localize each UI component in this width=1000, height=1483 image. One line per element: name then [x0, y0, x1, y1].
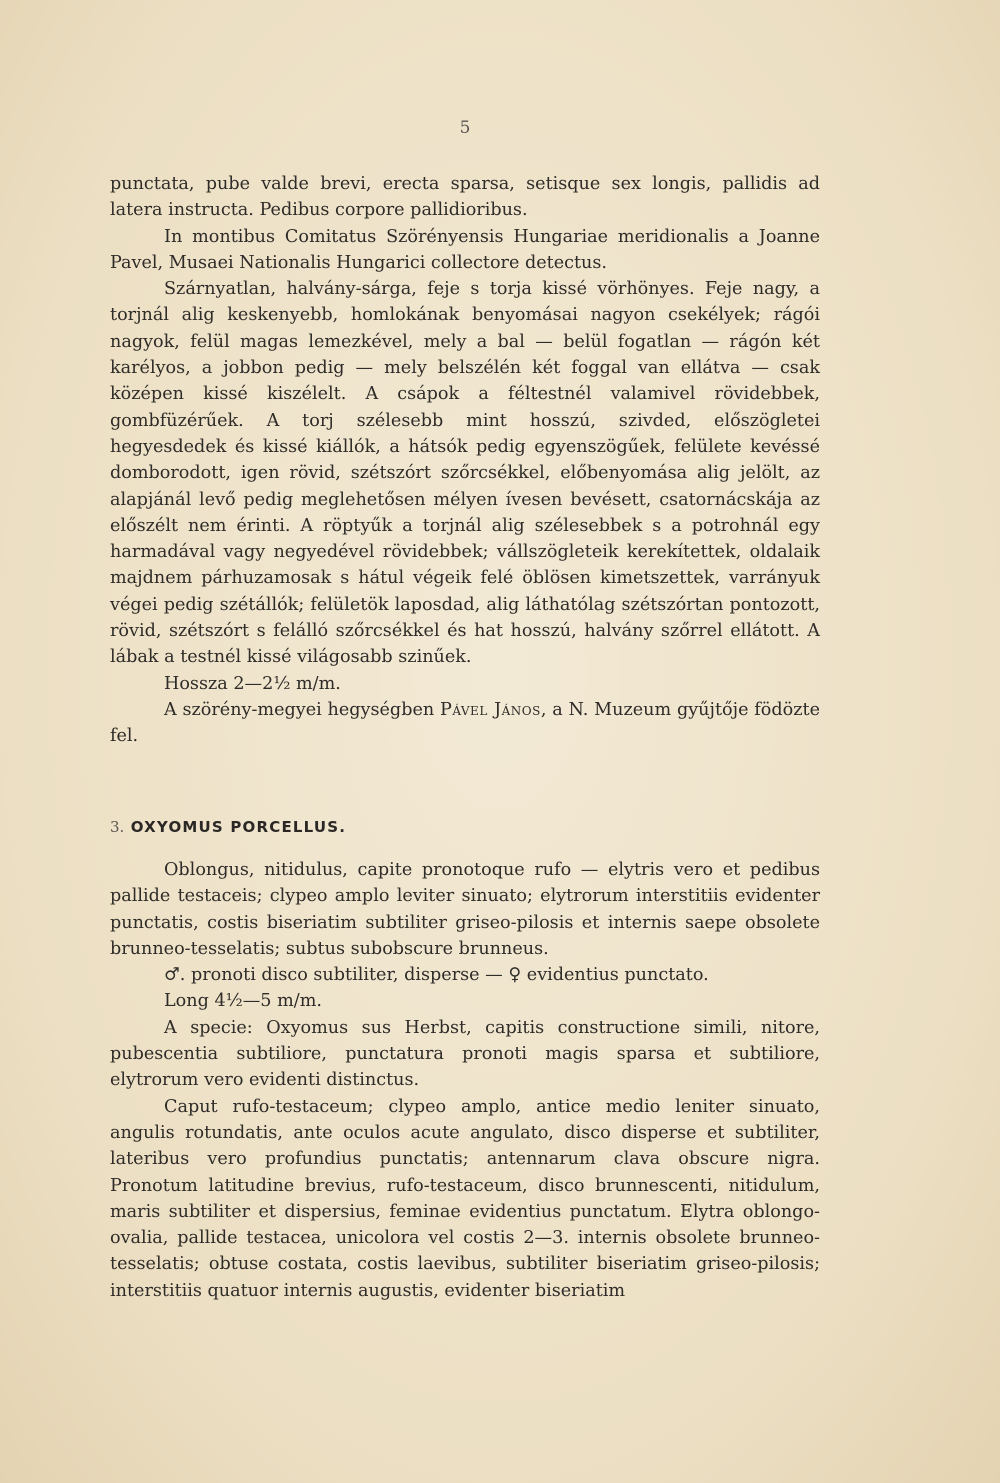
length-line: Long 4½—5 m/m. [164, 991, 322, 1012]
collector-name: Pável János [439, 699, 541, 720]
latin-locality-paragraph: In montibus Comitatus Szörényensis Hungariae meridionalis a Joanne Pavel, Musaei Nationalis Hungarici collectore detectus. [110, 226, 820, 273]
sex-differences-line: ♂. pronoti disco subtiliter, disperse — ♀ evidentius punctato. [164, 965, 709, 986]
hungarian-locality-paragraph [110, 697, 820, 750]
page-number: 5 [459, 118, 471, 138]
latin-description-end: punctata, pube valde brevi, erecta sparsa, setisque sex longis, pallidis ad latera instructa. Pedibus corpore pallidioribus. [110, 174, 820, 221]
species-description-block [110, 857, 820, 1304]
species-number: 3. [110, 818, 125, 836]
hungarian-description-paragraph: Szárnyatlan, halvány-sárga, feje s torja kissé vörhönyes. Feje nagy, a torjnál alig keskenyebb, homlokának benyomásai nagyon csekélyek; rágói nagyok, felül magas lemezkével, mely a bal — belül fogatlan — rágón két karélyos, a jobbon pedig — mely belszélén két foggal van ellátva — csak középen kissé kiszélelt. A csápok a féltestnél valamivel rövidebbek, gombfüzérűek. A torj szélesebb mint hosszú, szivded, előszögletei hegyesdedek és kissé kiállók, a hátsók pedig egyenszögűek, felülete kevéssé domborodott, igen rövid, szétszórt szőrcsékkel, előbenyomása alig jelölt, az alapjánál levő pedig meglehetősen mélyen ívesen bevésett, csatornácskája az előszélt nem érinti. A röptyűk a torjnál alig szélesebbek s a potrohnál egy harmadával vagy negyedével rövidebbek; vállszögleteik kerekítettek, oldalaik majdnem párhuzamosak s hátul végeik felé öblösen kimetszettek, varrányuk végei pedig szétállók; felületök laposdad, alig láthatólag szétszórtan pontozott, rövid, szétszórt s felálló szőrcsékkel és hat hosszú, halvány szőrrel ellátott. A lábak a testnél kissé világosabb szinűek. [110, 279, 820, 668]
detailed-description-paragraph: Caput rufo-testaceum; clypeo amplo, antice medio leniter sinuato, angulis rotundatis, ante oculos acute angulato, disco disperse et subtiliter, lateribus vero profundius punctatis; antennarum clava obscure nigra. Pronotum latitudine brevius, rufo-testaceum, disco brunnescenti, nitidulum, maris subtiliter et dispersius, feminae evidentius punctatum. Elytra oblongo-ovalia, pallide testacea, unicolora vel costis 2—3. internis obsolete brunneo-tesselatis; obtuse costata, costis laevibus, subtiliter biseriatim griseo-pilosis; interstitiis quatuor internis augustis, evidenter biseriatim [110, 1096, 820, 1301]
comparison-paragraph: A specie: Oxyomus sus Herbst, capitis constructione simili, nitore, pubescentia subtiliore, punctatura pronoti magis sparsa et subtiliore, elytrorum vero evidenti distinctus. [110, 1017, 820, 1091]
hungarian-length-line: Hossza 2—2½ m/m. [164, 673, 341, 694]
locality-text-before: A szörény-megyei hegységben [164, 699, 440, 720]
description-hungarian-block [110, 171, 820, 750]
diagnosis-paragraph: Oblongus, nitidulus, capite pronotoque rufo — elytris vero et pedibus pallide testaceis; clypeo amplo leviter sinuato; elytrorum interstitiis evidenter punctatis, costis biseriatim subtiliter griseo-pilosis et internis saepe obsolete brunneo-tesselatis; subtus subobscure brunneus. [110, 860, 820, 959]
species-title: OXYOMUS PORCELLUS. [130, 818, 347, 836]
locality-text-after: , a N. Muzeum gyűjtője födözte fel. [110, 699, 820, 747]
species-heading [110, 818, 346, 836]
